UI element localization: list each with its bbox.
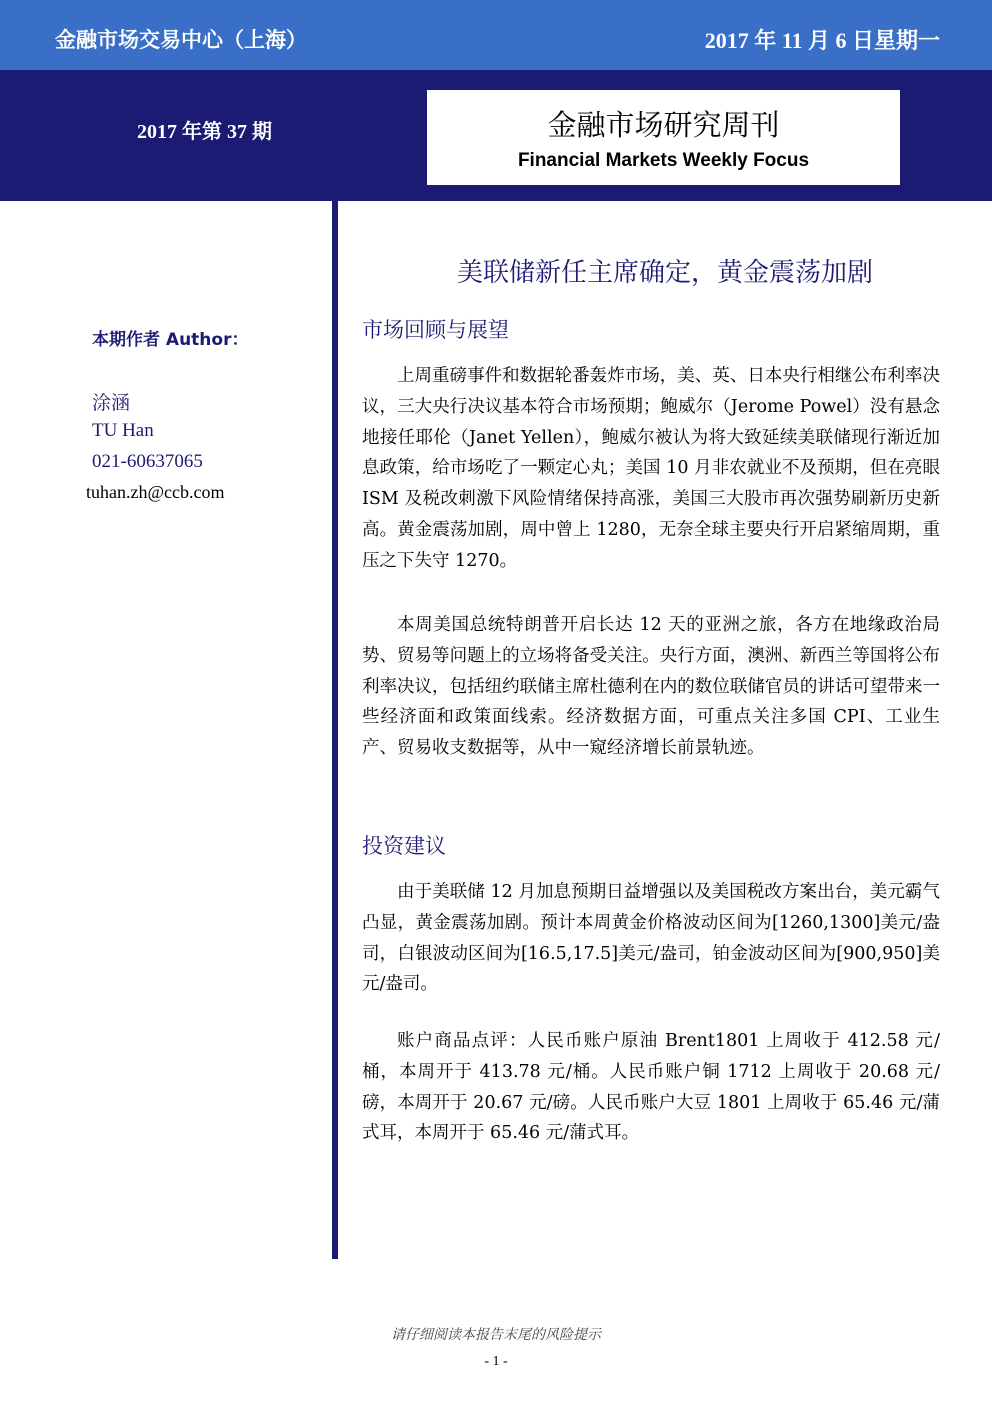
org-name: 金融市场交易中心（上海）	[55, 28, 307, 52]
paragraph: 本周美国总统特朗普开启长达 12 天的亚洲之旅，各方在地缘政治局势、贸易等问题上的立场将备受关注。央行方面，澳洲、新西兰等国将公布利率决议，包括纽约联储主席杜德利在内的数位联储官员的讲话可望带来一些经济面和政策面线索。经济数据方面，可重点关注多国 CPI、工业生产、贸易收支数据等，从中一窥经济增长前景轨迹。	[362, 615, 940, 759]
paragraph: 账户商品点评：人民币账户原油 Brent1801 上周收于 412.58 元/桶，本周开于 413.78 元/桶。人民币账户铜 1712 上周收于 20.68 元/磅，本周开于 20.67 元/磅。人民币账户大豆 1801 上周收于 65.46 元/蒲式耳，本周开于 65.46 元/蒲式耳。	[362, 1031, 940, 1144]
publish-date: 2017 年 11 月 6 日星期一	[704, 28, 940, 53]
publication-title-en: Financial Markets Weekly Focus	[517, 150, 810, 171]
column-divider	[332, 201, 338, 1259]
section-heading-market-review: 市场回顾与展望	[362, 318, 509, 342]
header-bar	[0, 0, 992, 70]
author-phone: 021-60637065	[92, 451, 203, 472]
author-label: 本期作者 Author：	[92, 330, 249, 350]
section-heading-investment-advice: 投资建议	[362, 834, 446, 858]
paragraph: 由于美联储 12 月加息预期日益增强以及美国税改方案出台，美元霸气凸显，黄金震荡加剧。预计本周黄金价格波动区间为[1260,1300]美元/盎司，白银波动区间为[16.5,17.5]美元/盎司，铂金波动区间为[900,950]美元/盎司。	[362, 882, 940, 995]
risk-notice: 请仔细阅读本报告末尾的风险提示	[391, 1327, 601, 1343]
page-number: - 1 -	[484, 1354, 508, 1369]
paragraph: 上周重磅事件和数据轮番轰炸市场，美、英、日本央行相继公布利率决议，三大央行决议基本符合市场预期；鲍威尔（Jerome Powel）没有悬念地接任耶伦（Janet Yellen），鲍威尔被认为将大致延续美联储现行渐近加息政策，给市场吃了一颗定心丸；美国 10 月非农就业不及预期，但在亮眼 ISM 及税改刺激下风险情绪保持高涨，美国三大股市再次强势刷新历史新高。黄金震荡加剧，周中曾上 1280，无奈全球主要央行开启紧缩周期，重压之下失守 1270。	[362, 366, 940, 571]
article-headline: 美联储新任主席确定，黄金震荡加剧	[456, 258, 873, 288]
author-name-en: TU Han	[92, 420, 154, 441]
issue-number: 2017 年第 37 期	[137, 121, 272, 143]
author-name-cn: 涂涵	[92, 393, 131, 414]
publication-title-box	[427, 90, 900, 185]
publication-title-cn: 金融市场研究周刊	[547, 108, 780, 142]
author-email[interactable]: tuhan.zh@ccb.com	[86, 482, 225, 502]
